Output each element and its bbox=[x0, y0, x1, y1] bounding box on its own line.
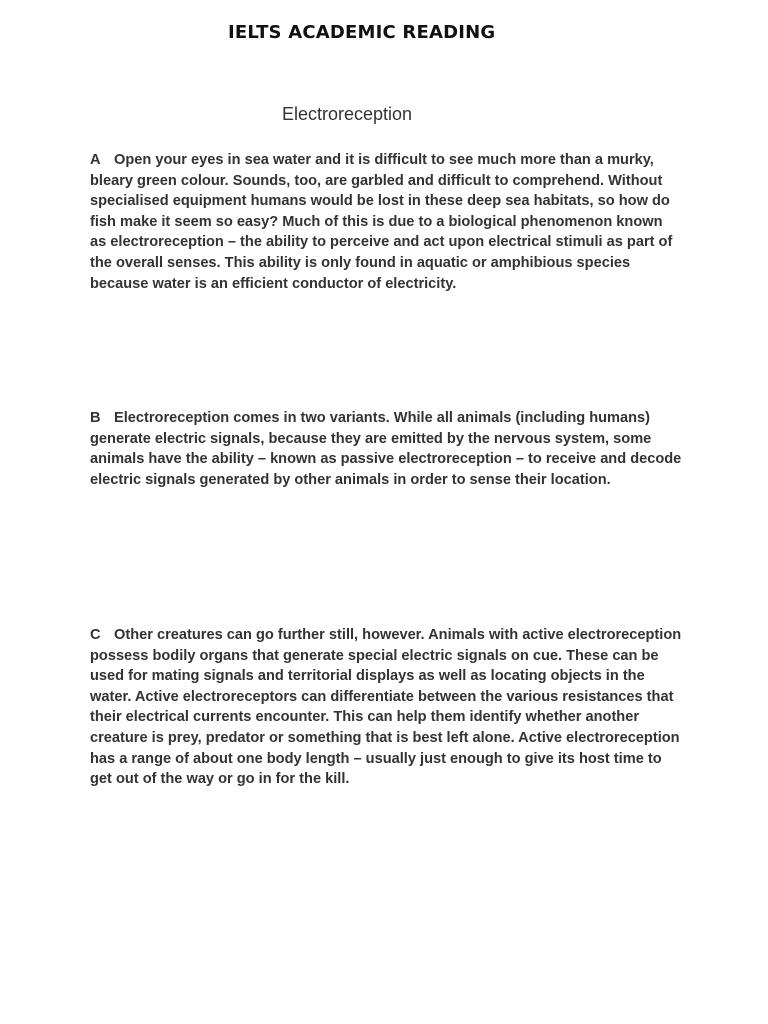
paragraph-b bbox=[90, 408, 682, 490]
paragraph-a bbox=[90, 150, 682, 294]
paragraph-text: Open your eyes in sea water and it is difficult to see much more than a murky, bleary green colour. Sounds, too, are garbled and difficult to comprehend. Without specialised equipment humans would be lost in these deep sea habitats, so how do fish make it seem so easy? Much of this is due to a biological phenomenon known as electroreception – the ability to perceive and act upon electrical stimuli as part of the overall senses. This ability is only found in aquatic or amphibious species because water is an efficient conductor of electricity. bbox=[90, 152, 673, 292]
paragraph-letter: A bbox=[90, 152, 101, 168]
paragraph-text: Electroreception comes in two variants. While all animals (including humans) generate electric signals, because they are emitted by the nervous system, some animals have the ability – known as passive electroreception – to receive and decode electric signals generated by other animals in order to sense their location. bbox=[90, 410, 682, 488]
document-header: IELTS ACADEMIC READING bbox=[228, 22, 496, 43]
paragraph-letter: C bbox=[90, 627, 101, 643]
paragraph-c bbox=[90, 625, 682, 790]
passage-title: Electroreception bbox=[282, 104, 413, 124]
paragraph-text: Other creatures can go further still, however. Animals with active electroreception possess bodily organs that generate special electric signals on cue. These can be used for mating signals and territorial displays as well as locating objects in the water. Active electroreceptors can differentiate between the various resistances that their electrical currents encounter. This can help them identify whether another creature is prey, predator or something that is best left alone. Active electroreception has a range of about one body length – usually just enough to give its host time to get out of the way or go in for the kill. bbox=[90, 627, 682, 788]
paragraph-letter: B bbox=[90, 410, 101, 426]
